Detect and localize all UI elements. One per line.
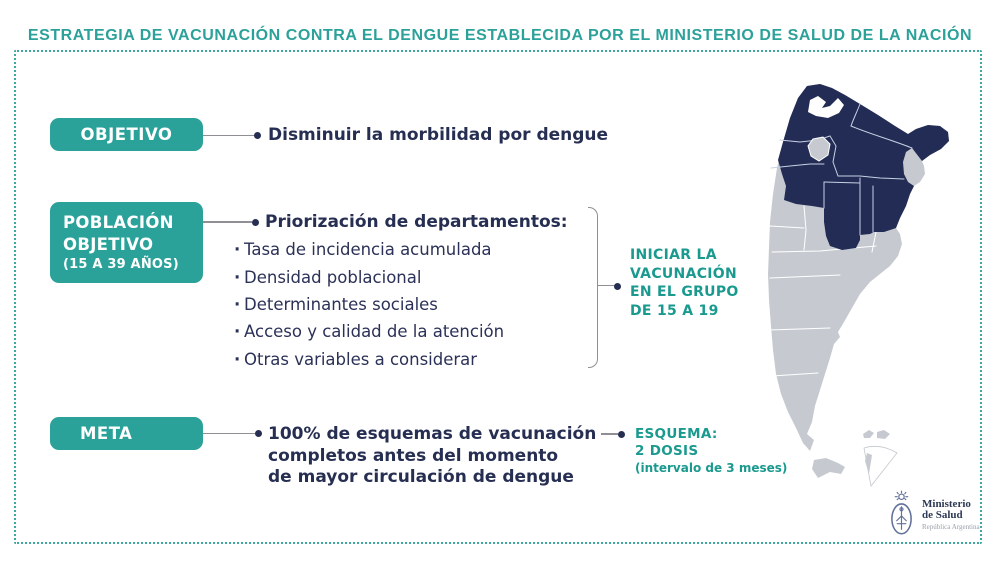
objetivo-text: Disminuir la morbilidad por dengue [268,125,609,145]
connector-line [203,433,255,435]
connector-dot [614,283,621,290]
argentina-map [760,82,960,502]
meta-label: META [80,424,133,443]
connector-line [601,433,618,435]
country-name: República Argentina [922,522,980,531]
meta-text: 100% de esquemas de vacunación completos antes del momento de mayor circulación de dengue [268,424,597,487]
map-malvinas-islands [863,430,890,439]
connector-dot [618,431,625,438]
coat-of-arms-icon [888,490,915,540]
connector-line [598,285,615,287]
map-tierra-del-fuego [812,458,845,478]
bullet-dot: · [234,240,241,260]
bullet-dot: · [234,294,241,314]
page-title: ESTRATEGIA DE VACUNACIÓN CONTRA EL DENGUE ESTABLECIDA POR EL MINISTERIO DE SALUD DE LA NACIÓN [27,27,973,44]
ministry-name-line2: de Salud [922,509,963,521]
poblacion-label-line2: OBJETIVO [63,234,154,254]
meta-label-box [50,417,203,450]
esquema-note: ESQUEMA: 2 DOSIS (intervalo de 3 meses) [635,426,788,475]
iniciar-note: INICIAR LA VACUNACIÓN EN EL GRUPO DE 15 A 19 [630,247,739,319]
bullet-dot: · [234,349,241,369]
connector-line [203,221,252,223]
list-item: · Tasa de incidencia acumulada [234,240,492,260]
connector-line [203,135,254,137]
poblacion-label-box [50,202,203,283]
bullet-dot: · [234,322,241,342]
list-item: · Densidad poblacional [234,267,422,287]
objetivo-label: OBJETIVO [80,125,173,144]
list-item: · Otras variables a considerar [234,349,478,369]
connector-dot [254,132,261,139]
ministry-name-line1: Ministerio [922,497,971,510]
ministry-logo [888,490,980,540]
poblacion-label-line3: (15 A 39 AÑOS) [63,256,179,272]
list-item: · Acceso y calidad de la atención [234,322,505,342]
group-bracket [588,207,598,368]
objetivo-label-box [50,118,203,151]
priorizacion-heading: Priorización de departamentos: [265,212,568,232]
connector-dot [255,430,262,437]
connector-dot [252,219,259,226]
poblacion-label-line1: POBLACIÓN [63,212,174,232]
bullet-dot: · [234,267,241,287]
criteria-list [234,236,504,373]
list-item: · Determinantes sociales [234,294,438,314]
